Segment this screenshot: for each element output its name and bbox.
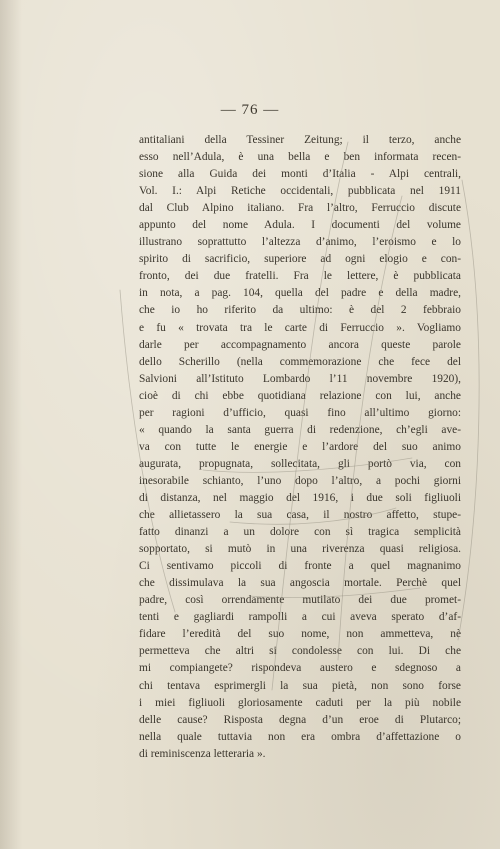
text-line: mi compiangete? rispondeva austero e sdegnoso a [139, 662, 461, 675]
pencil-margin-curve [458, 180, 479, 640]
text-line: antitaliani della Tessiner Zeitung; il terzo, anche [139, 134, 461, 146]
body-text [139, 132, 461, 763]
text-line: sione alla Guida dei monti d’Italia - Alpi centrali, [139, 168, 461, 181]
text-line: cioè di chi ebbe quotidiana relazione con lui, anche [139, 389, 461, 402]
text-line: in nota, a pag. 104, quella del padre e della madre, [139, 287, 461, 300]
text-line: delle cause? Risposta degna d’un eroe di Plutarco; [139, 713, 461, 726]
text-line: fidare l’eredità del suo nome, non ammetteva, nè [139, 628, 461, 641]
text-line: sopportato, si mutò in una riverenza quasi religiosa. [139, 543, 461, 556]
text-line: che allietassero la sua casa, il nostro affetto, stupe- [139, 509, 461, 522]
text-line: fatto dinanzi a un dolore con sì tragica semplicità [139, 526, 461, 539]
text-line: di reminiscenza letteraria ». [139, 747, 266, 760]
text-line: per ragioni d’ufficio, quasi fino all’ultimo giorno: [139, 406, 461, 419]
text-line: che io ho riferito da ultimo: è del 2 febbraio [139, 304, 461, 317]
text-line: fronto, dei due fratelli. Fra le lettere, è pubblicata [139, 270, 461, 283]
text-line: illustrano soprattutto l’altezza d’animo, l’eroismo e lo [139, 236, 461, 249]
text-line: di distanza, nel maggio del 1916, i due soli figliuoli [139, 491, 461, 504]
text-line: nella quale tuttavia non era ombra d’affettazione o [139, 730, 461, 743]
text-line: chi tentava esprimergli la sua pietà, non sono forse [139, 679, 461, 692]
text-line: Salvioni all’Istituto Lombardo l’11 novembre 1920), [139, 372, 461, 385]
text-line: inesorabile schianto, l’uno dopo l’altro, a pochi giorni [139, 474, 461, 487]
text-line: padre, così orrendamente mutilato dei due promet- [139, 594, 461, 607]
text-line: e fu « trovata tra le carte di Ferruccio ». Vogliamo [139, 321, 461, 334]
text-line: dello Scherillo (nella commemorazione che fece del [139, 355, 461, 368]
text-line: tenti e gagliardi rampolli a cui aveva sperato d’af- [139, 611, 461, 624]
text-line: « quando la santa guerra di redenzione, ch’egli ave- [139, 423, 461, 436]
text-line: appunto del nome Adula. I documenti del volume [139, 219, 461, 232]
text-line: spirito di sacrificio, superiore ad ogni elogio e con- [139, 253, 461, 266]
text-line: augurata, propugnata, sollecitata, gli portò via, con [139, 457, 461, 470]
text-line: i miei figliuoli gloriosamente caduti per la più nobile [139, 696, 461, 709]
text-line: Ci sentivamo piccoli di fronte a quel magnanimo [139, 560, 461, 573]
page-number: — 76 — [220, 102, 280, 118]
text-line: va con tutte le energie e l’ardore del suo animo [139, 440, 461, 453]
text-line: permetteva che altri si condolesse con lui. Di che [139, 645, 461, 658]
text-line: dal Club Alpino italiano. Fra l’altro, Ferruccio discute [139, 202, 461, 215]
text-line: Vol. I.: Alpi Retiche occidentali, pubblicata nel 1911 [139, 185, 461, 198]
text-line: esso nell’Adula, è una bella e ben informata recen- [139, 151, 461, 164]
text-line: che dissimulava la sua angoscia mortale. Perchè quel [139, 577, 461, 590]
text-line: darle per accompagnamento ancora queste parole [139, 338, 461, 351]
page-gutter-shadow [0, 0, 22, 849]
